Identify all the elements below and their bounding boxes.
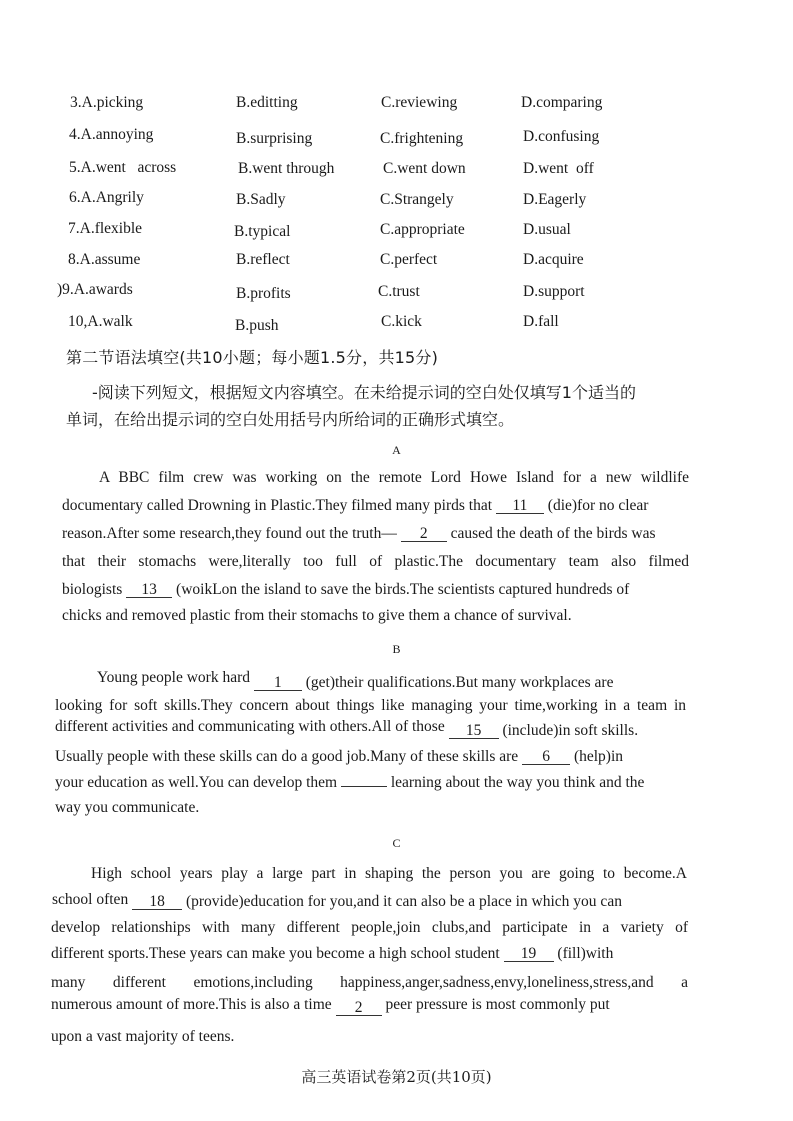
option-row-5 bbox=[0, 159, 793, 183]
text: your education as well.You can develop them bbox=[55, 774, 338, 791]
option-row-4 bbox=[0, 126, 793, 150]
option-c: C.appropriate bbox=[380, 221, 465, 238]
option-a: 7.A.flexible bbox=[68, 220, 143, 237]
option-d: D.Eagerly bbox=[523, 191, 587, 208]
blank-14: 1 bbox=[254, 675, 302, 691]
text: (help)in bbox=[573, 748, 624, 765]
passage-b-line-6: way you communicate. bbox=[55, 799, 200, 816]
passage-c-line-7: upon a vast majority of teens. bbox=[51, 1028, 235, 1045]
blank-20: 2 bbox=[336, 1000, 382, 1016]
passage-b-line-2: looking for soft skills.They concern about things like managing your time,working in a team in bbox=[55, 697, 686, 714]
option-a: )9.A.awards bbox=[57, 281, 133, 298]
passage-b-line-1 bbox=[97, 669, 614, 691]
instruction-line-2: 单词，在给出提示词的空白处用括号内所给词的正确形式填空。 bbox=[66, 410, 515, 429]
option-b: B.profits bbox=[236, 285, 291, 302]
passage-a-line-5 bbox=[62, 581, 629, 599]
passage-c-line-2 bbox=[52, 891, 622, 909]
option-c: C.trust bbox=[378, 283, 420, 300]
passage-a-line-3 bbox=[62, 525, 656, 543]
option-c: C.frightening bbox=[380, 130, 464, 147]
text: school often bbox=[52, 891, 129, 908]
blank-12: 2 bbox=[401, 526, 447, 542]
blank-15: 15 bbox=[449, 723, 499, 739]
option-a: 10,A.walk bbox=[68, 313, 133, 330]
option-a: 8.A.assume bbox=[68, 251, 141, 268]
option-a: 5.A.went across bbox=[69, 159, 177, 176]
option-b: B.push bbox=[235, 317, 279, 334]
option-b: B.editting bbox=[236, 94, 298, 111]
text: (die)for no clear bbox=[547, 497, 649, 514]
option-d: D.usual bbox=[523, 221, 571, 238]
passage-b-line-5 bbox=[55, 774, 644, 792]
text: caused the death of the birds was bbox=[450, 525, 656, 542]
text: reason.After some research,they found out the truth— bbox=[62, 525, 397, 542]
option-b: B.typical bbox=[234, 223, 291, 240]
passage-c-line-3: develop relationships with many different people,join clubs,and participate in a variety of bbox=[51, 919, 688, 936]
passage-c-line-6 bbox=[51, 996, 610, 1014]
passage-c-line-4 bbox=[51, 945, 613, 963]
text: numerous amount of more.This is also a time bbox=[51, 996, 332, 1013]
text: peer pressure is most commonly put bbox=[385, 996, 610, 1013]
passage-b-line-3 bbox=[55, 718, 639, 739]
passage-letter-c: C bbox=[392, 836, 401, 850]
option-row-8 bbox=[0, 251, 793, 275]
text: (provide)education for you,and it can also be a place in which you can bbox=[185, 893, 622, 910]
option-row-10 bbox=[0, 313, 793, 337]
passage-letter-b: B bbox=[392, 642, 401, 656]
option-a: 3.A.picking bbox=[70, 94, 144, 111]
blank-13: 13 bbox=[126, 582, 172, 598]
text: different activities and communicating with others.All of those bbox=[55, 718, 445, 735]
text: documentary called Drowning in Plastic.They filmed many pirds that bbox=[62, 497, 493, 514]
option-c: C.reviewing bbox=[381, 94, 458, 111]
passage-letter-a: A bbox=[392, 443, 401, 457]
option-c: C.went down bbox=[383, 160, 466, 177]
text: different sports.These years can make you become a high school student bbox=[51, 945, 500, 962]
passage-a-line-4: that their stomachs were,literally too full of plastic.The documentary team also filmed bbox=[62, 553, 689, 570]
option-b: B.reflect bbox=[236, 251, 290, 268]
option-c: C.kick bbox=[381, 313, 422, 330]
option-a: 6.A.Angrily bbox=[69, 189, 144, 206]
text: (include)in soft skills. bbox=[502, 722, 639, 739]
passage-a-line-2 bbox=[62, 497, 648, 515]
option-c: C.Strangely bbox=[380, 191, 454, 208]
option-row-9 bbox=[0, 281, 793, 305]
text: (get)their qualifications.But many workplaces are bbox=[305, 674, 614, 691]
blank-19: 19 bbox=[504, 946, 554, 962]
instruction-line-1: -阅读下列短文，根据短文内容填空。在未给提示词的空白处仅填写1个适当的 bbox=[92, 383, 636, 402]
passage-c-line-1: High school years play a large part in shaping the person you are going to become.A bbox=[91, 865, 687, 882]
text: biologists bbox=[62, 581, 123, 598]
passage-a-line-6: chicks and removed plastic from their stomachs to give them a chance of survival. bbox=[62, 607, 572, 624]
passage-c-line-5: many different emotions,including happiness,anger,sadness,envy,loneliness,stress,and a bbox=[51, 974, 688, 991]
blank-11: 11 bbox=[496, 498, 544, 514]
text: learning about the way you think and the bbox=[390, 774, 645, 791]
option-row-6 bbox=[0, 189, 793, 213]
option-d: D.fall bbox=[523, 313, 559, 330]
option-d: D.support bbox=[523, 283, 585, 300]
option-row-3 bbox=[0, 94, 793, 118]
text: (fill)with bbox=[557, 945, 614, 962]
passage-b-line-4 bbox=[55, 748, 623, 766]
passage-a-line-1: A BBC film crew was working on the remote Lord Howe Island for a new wildlife bbox=[99, 469, 689, 486]
blank-18: 18 bbox=[132, 894, 182, 910]
option-row-7 bbox=[0, 220, 793, 244]
blank-17 bbox=[341, 786, 387, 787]
option-d: D.comparing bbox=[521, 94, 603, 111]
option-b: B.surprising bbox=[236, 130, 313, 147]
option-a: 4.A.annoying bbox=[69, 126, 154, 143]
option-d: D.went off bbox=[523, 160, 594, 177]
text: Usually people with these skills can do a good job.Many of these skills are bbox=[55, 748, 519, 765]
option-d: D.confusing bbox=[523, 128, 600, 145]
text: Young people work hard bbox=[97, 669, 250, 686]
section-title: 第二节语法填空(共10小题；每小题1.5分，共15分) bbox=[66, 348, 439, 367]
option-b: B.went through bbox=[238, 160, 335, 177]
text: (woikLon the island to save the birds.The scientists captured hundreds of bbox=[176, 581, 630, 598]
blank-16: 6 bbox=[522, 749, 570, 765]
option-d: D.acquire bbox=[523, 251, 584, 268]
option-b: B.Sadly bbox=[236, 191, 286, 208]
option-c: C.perfect bbox=[380, 251, 438, 268]
page-footer: 高三英语试卷第2页(共10页) bbox=[301, 1068, 492, 1086]
